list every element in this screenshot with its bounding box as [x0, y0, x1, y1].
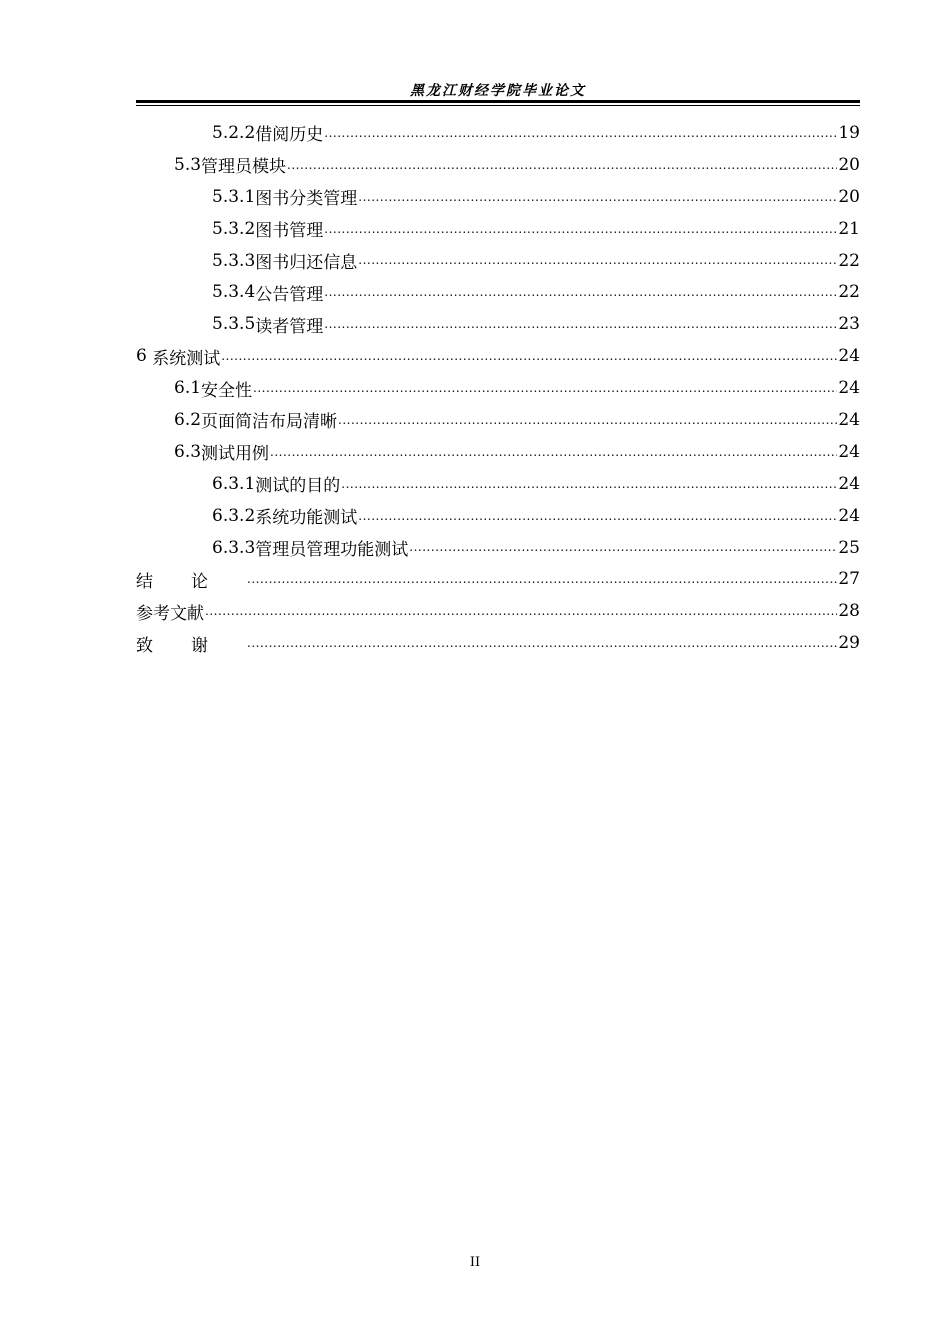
toc-entry-acknowledgements[interactable]: [136, 627, 860, 659]
toc-leader-dots: [324, 126, 837, 140]
toc-entry-page: 24: [838, 378, 860, 399]
footer-page-number: II: [469, 1255, 481, 1270]
toc-entry-6-3-3[interactable]: [136, 532, 860, 564]
toc-entry-5-3-5[interactable]: [136, 308, 860, 340]
toc-entry-title: 结论: [136, 571, 246, 592]
toc-leader-dots: [358, 509, 837, 523]
toc-entry-title: 借阅历史: [255, 125, 324, 146]
toc-entry-number: 6.1: [174, 378, 202, 399]
toc-leader-dots: [247, 572, 837, 586]
toc-leader-dots: [324, 222, 837, 236]
toc-leader-dots: [324, 317, 837, 331]
toc-entry-number: 5.2.2: [212, 122, 256, 143]
toc-leader-dots: [358, 253, 837, 267]
toc-entry-page: 21: [838, 218, 860, 239]
toc-entry-title: 管理员模块: [201, 157, 287, 178]
toc-entry-5-3-4[interactable]: [136, 276, 860, 308]
toc-leader-dots: [253, 381, 837, 395]
toc-entry-number: 6.3.3: [212, 537, 256, 558]
toc-entry-title: 公告管理: [255, 284, 324, 305]
toc-entry-title: 致谢: [136, 635, 246, 656]
toc-entry-number: 5.3.1: [212, 186, 256, 207]
toc-entry-page: 22: [838, 282, 860, 303]
toc-entry-6-3-2[interactable]: [136, 500, 860, 532]
toc-leader-dots: [221, 349, 837, 363]
toc-entry-title: 安全性: [201, 380, 253, 401]
toc-entry-title: 系统测试: [152, 348, 221, 369]
toc-entry-number: 6.3.2: [212, 505, 256, 526]
header-rule-thick: [136, 100, 860, 103]
toc-entry-title: 图书分类管理: [255, 189, 358, 210]
toc-entry-page: 27: [838, 569, 860, 590]
toc-entry-title: 图书管理: [255, 221, 324, 242]
toc-entry-page: 19: [838, 122, 860, 143]
toc-entry-5-3-1[interactable]: [136, 181, 860, 213]
toc-entry-page: 28: [838, 601, 860, 622]
toc-entry-references[interactable]: [136, 595, 860, 627]
toc-entry-page: 24: [838, 441, 860, 462]
toc-entry-6-2[interactable]: [136, 404, 860, 436]
toc-entry-title: 图书归还信息: [255, 253, 358, 273]
toc-leader-dots: [338, 413, 837, 427]
toc-entry-page: 24: [838, 473, 860, 494]
toc-entry-number: 5.3.3: [212, 250, 256, 271]
toc-entry-6[interactable]: [136, 340, 860, 372]
toc-entry-5-3[interactable]: [136, 149, 860, 181]
toc-entry-number: 6.3.1: [212, 473, 256, 494]
toc-entry-title: 管理员管理功能测试: [255, 540, 409, 561]
toc-entry-title: 页面简洁布局清晰: [201, 412, 338, 433]
toc-entry-6-1[interactable]: [136, 372, 860, 404]
toc-entry-page: 22: [838, 250, 860, 271]
toc-leader-dots: [287, 158, 837, 172]
toc-entry-page: 24: [838, 346, 860, 367]
toc-entry-page: 25: [838, 537, 860, 558]
toc-entry-number: 5.3.2: [212, 218, 256, 239]
toc-entry-number: 5.3: [174, 154, 202, 175]
toc-entry-page: 24: [838, 409, 860, 430]
toc-entry-page: 24: [838, 505, 860, 526]
header-rule-thin: [136, 105, 860, 106]
toc-entry-page: 20: [838, 154, 860, 175]
toc-entry-title: 测试用例: [201, 444, 270, 465]
toc-entry-number: 6: [136, 346, 147, 367]
toc-entry-title: 读者管理: [255, 316, 324, 337]
running-header-title: 黑龙江财经学院毕业论文: [410, 83, 586, 99]
toc-leader-dots: [324, 285, 837, 299]
toc-entry-number: 5.3.4: [212, 282, 256, 303]
toc-entry-number: 6.2: [174, 409, 202, 430]
table-of-contents: [136, 117, 860, 659]
toc-entry-number: 6.3: [174, 441, 202, 462]
toc-entry-title: 测试的目的: [255, 476, 341, 497]
toc-leader-dots: [270, 445, 837, 459]
toc-leader-dots: [341, 477, 837, 491]
toc-leader-dots: [247, 636, 837, 650]
toc-entry-page: 29: [838, 633, 860, 654]
toc-entry-title: 参考文献: [136, 603, 204, 624]
toc-leader-dots: [205, 604, 837, 618]
toc-entry-conclusion[interactable]: [136, 563, 860, 595]
toc-entry-6-3[interactable]: [136, 436, 860, 468]
toc-entry-number: 5.3.5: [212, 314, 256, 335]
toc-entry-6-3-1[interactable]: [136, 468, 860, 500]
toc-entry-5-3-3[interactable]: [136, 245, 860, 277]
toc-entry-page: 20: [838, 186, 860, 207]
toc-leader-dots: [409, 540, 837, 554]
toc-entry-page: 23: [838, 314, 860, 335]
toc-leader-dots: [358, 190, 837, 204]
toc-entry-5-2-2[interactable]: [136, 117, 860, 149]
toc-entry-5-3-2[interactable]: [136, 213, 860, 245]
toc-entry-title: 系统功能测试: [255, 508, 358, 529]
